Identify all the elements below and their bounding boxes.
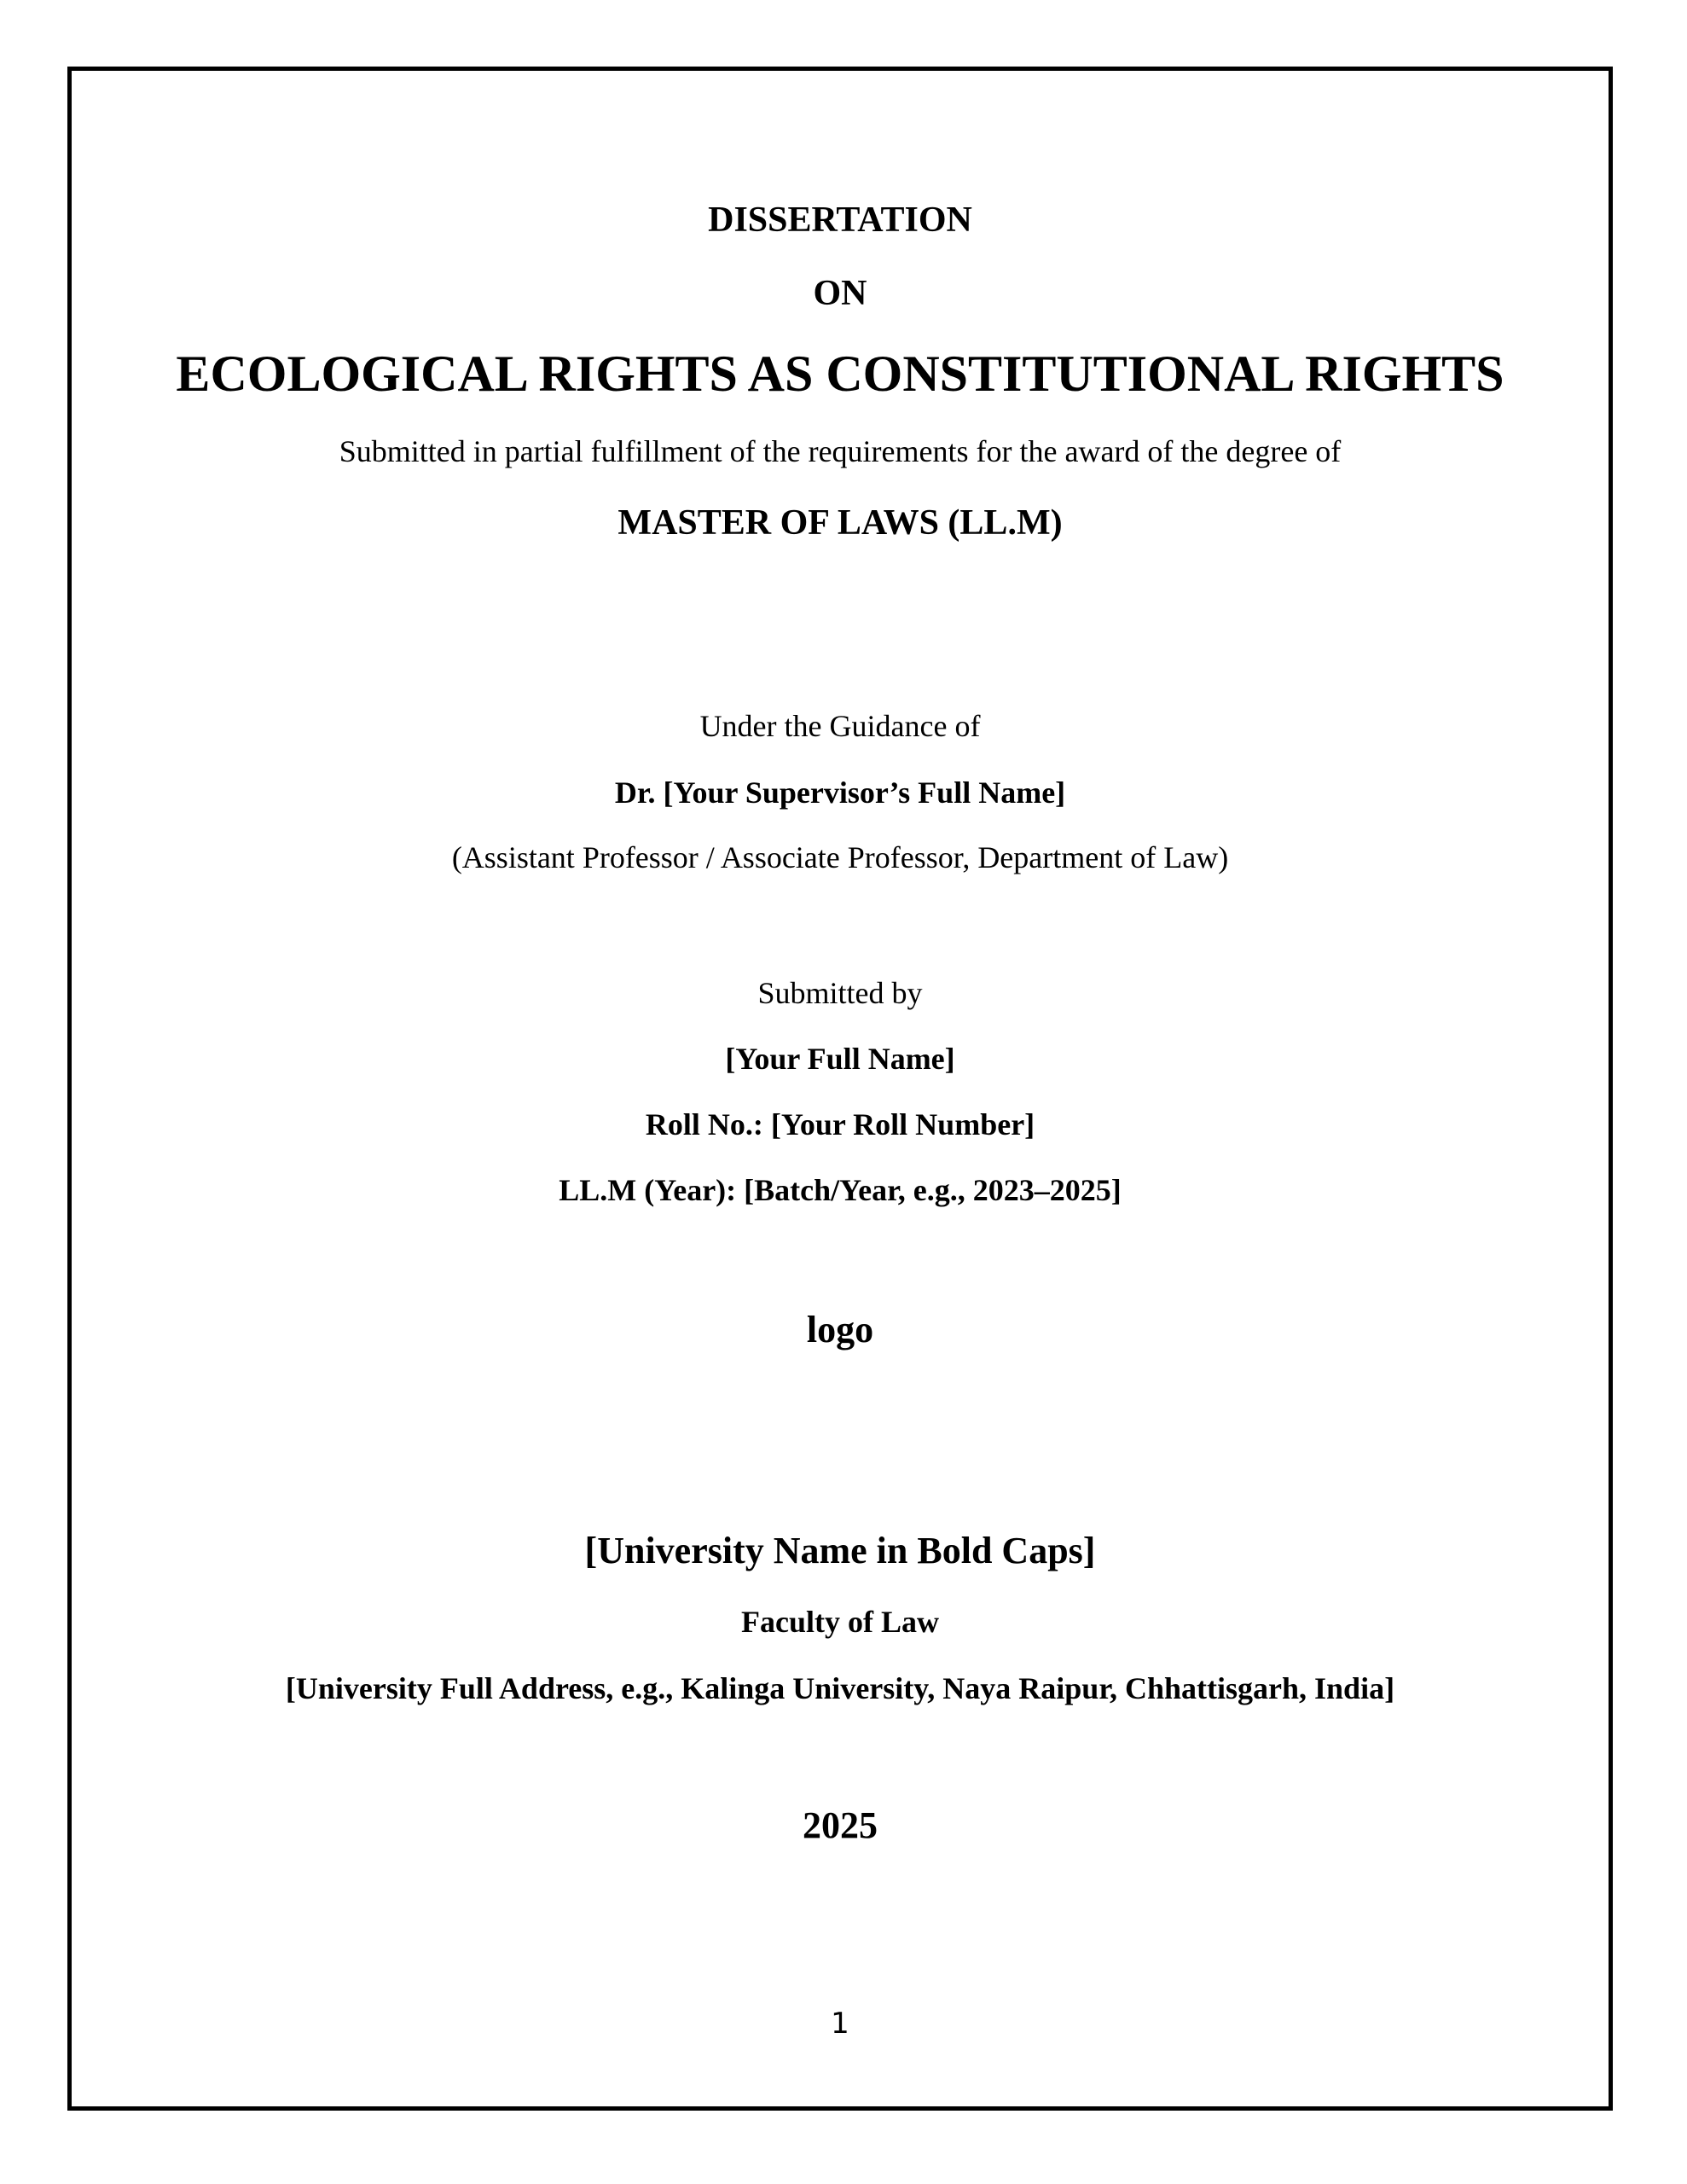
guidance-label: Under the Guidance of <box>699 709 981 743</box>
submission-note: Submitted in partial fulfillment of the requirements for the award of the degree of <box>339 434 1342 468</box>
university-address: [University Full Address, e.g., Kalinga University, Naya Raipur, Chhattisgarh, India] <box>285 1671 1395 1705</box>
connector-heading: ON <box>813 274 867 313</box>
student-name: [Your Full Name] <box>725 1042 955 1076</box>
logo-placeholder: logo <box>806 1309 874 1350</box>
supervisor-name: Dr. [Your Supervisor’s Full Name] <box>614 775 1066 810</box>
supervisor-designation: (Assistant Professor / Associate Professor, Department of Law) <box>451 840 1229 874</box>
batch-year: LL.M (Year): [Batch/Year, e.g., 2023–2025] <box>559 1173 1122 1207</box>
roll-number: Roll No.: [Your Roll Number] <box>645 1107 1035 1141</box>
faculty-name: Faculty of Law <box>741 1605 939 1639</box>
dissertation-title: ECOLOGICAL RIGHTS AS CONSTITUTIONAL RIGHTS <box>176 346 1504 402</box>
university-name: [University Name in Bold Caps] <box>584 1530 1096 1571</box>
degree-name: MASTER OF LAWS (LL.M) <box>617 503 1063 543</box>
submission-year: 2025 <box>803 1804 878 1846</box>
document-type-heading: DISSERTATION <box>708 200 972 240</box>
submitted-by-label: Submitted by <box>757 976 923 1010</box>
page-number: 1 <box>831 2007 849 2041</box>
